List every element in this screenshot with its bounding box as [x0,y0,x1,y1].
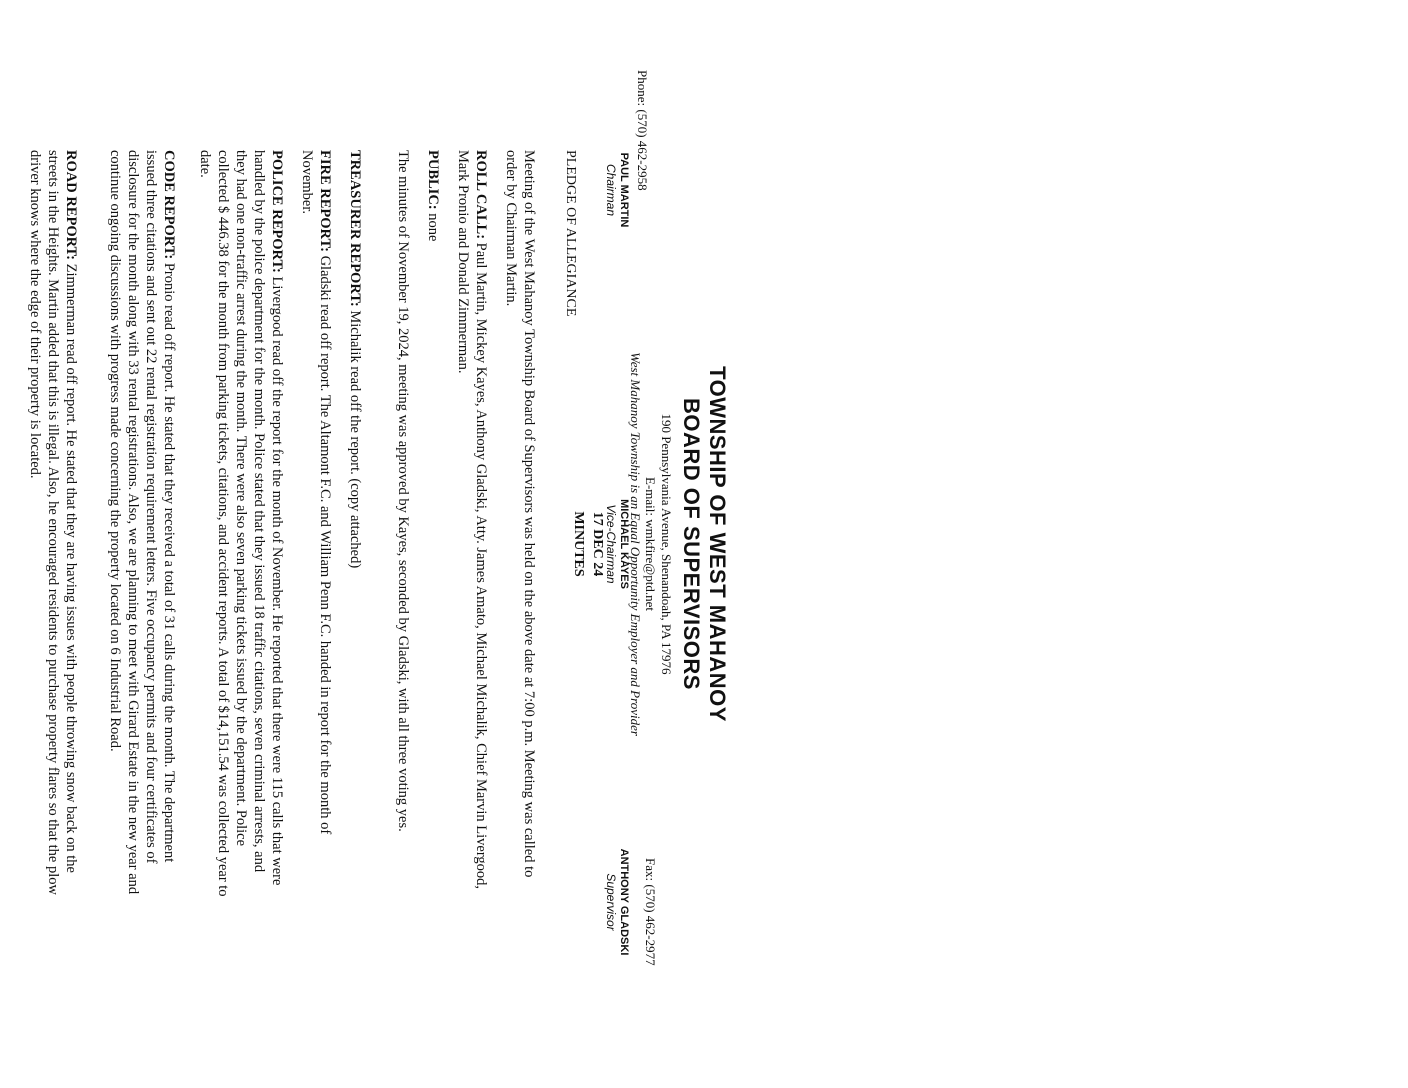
officer-supervisor [604,812,630,992]
phone: Phone: (570) 462-2958 [635,70,650,191]
treasurer-heading: TREASURER REPORT: [347,150,363,307]
officer-vice-chairman [604,454,630,634]
minutes-title: MINUTES [571,511,586,577]
board-title: BOARD OF SUPERVISORS [679,398,704,690]
police-text: Livergood read off the report for the month of November. He reported that there were 115 calls that were handled by the police department for the month. Police stated that they issued 18 traffic citations, seven criminal arrests, and they had one non-traffic arrest during the month. There were also seven parking tickets issued by the department. Police collected $ 446.38 for the month from parking tickets, citations, and accident reports. A total of $14,151.54 was collected year to date. [197,150,285,897]
fire-paragraph [298,150,334,900]
officer-name: ANTHONY GLADSKI [618,848,630,956]
officer-name: PAUL MARTIN [618,152,630,228]
public-heading: PUBLIC: [425,150,441,210]
police-heading: POLICE REPORT: [269,150,285,273]
officer-role: Vice-Chairman [604,504,618,584]
address: 190 Pennsylvania Avenue, Shenandoah, PA 17976 [659,413,674,675]
road-text: Zimmerman read off report. He stated that they are having issues with people throwing snow back on the streets in the Heights. Martin added that this is illegal. Also, he encouraged residents to purchase property flares so that the plow driver knows where the edge of their property is located. [27,150,79,895]
officer-role: Chairman [604,163,618,217]
minutes-paragraph: The minutes of November 19, 2024, meeting was approved by Kayes, seconded by Gladski, with all three voting yes. [395,150,411,832]
fire-text: Gladski read off report. The Altamont F.C. and William Penn F.C. handed in report for the month of November. [299,150,333,835]
township-title: TOWNSHIP OF WEST MAHANOY [705,366,730,722]
eoe-statement: West Mahanoy Township is an Equal Opportunity Employer and Provider [628,352,643,736]
road-paragraph [26,150,80,900]
roll-call-heading: ROLL CALL: [473,150,489,240]
officer-name: MICHAEL KAYES [618,499,630,589]
roll-call-text: Paul Martin, Mickey Kayes, Anthony Gladski, Atty. James Amato, Michael Michalik, Chief Marvin Livergood, Mark Pronio and Donald Zimmerman. [455,150,489,890]
code-text: Pronio read off report. He stated that they received a total of 31 calls during the month. The department issued three citations and sent out 22 rental registration requirement letters. Five occupancy permits and four certificates of disclosure for the month along with 33 rental registrations. Also, we are planning to meet with Girard Estate in the new year and continue ongoing discussions with progress made concerning the property located on 6 Industrial Road. [107,150,177,895]
public-text: none [425,209,441,242]
officer-chairman [604,100,630,280]
code-heading: CODE REPORT: [161,150,177,260]
treasurer-text: Michalik read off the report. (copy attached) [347,306,363,569]
fire-heading: FIRE REPORT: [317,150,333,252]
roll-call-paragraph [454,150,490,900]
email: E-mail: wmkfire@ptd.net [643,477,658,611]
public-paragraph [424,150,442,900]
treasurer-paragraph [346,150,364,900]
fax: Fax: (570) 462-2977 [643,858,658,966]
road-heading: ROAD REPORT: [63,150,79,260]
meeting-date: 17 DEC 24 [590,511,605,577]
police-paragraph [196,150,286,900]
officer-role: Supervisor [604,873,618,931]
intro-paragraph: Meeting of the West Mahanoy Township Board of Supervisors was held on the above date at 7:00 p.m. Meeting was called to order by Chairman Martin. [503,150,537,878]
pledge: PLEDGE OF ALLEGIANCE [563,150,578,317]
code-paragraph [106,150,178,900]
